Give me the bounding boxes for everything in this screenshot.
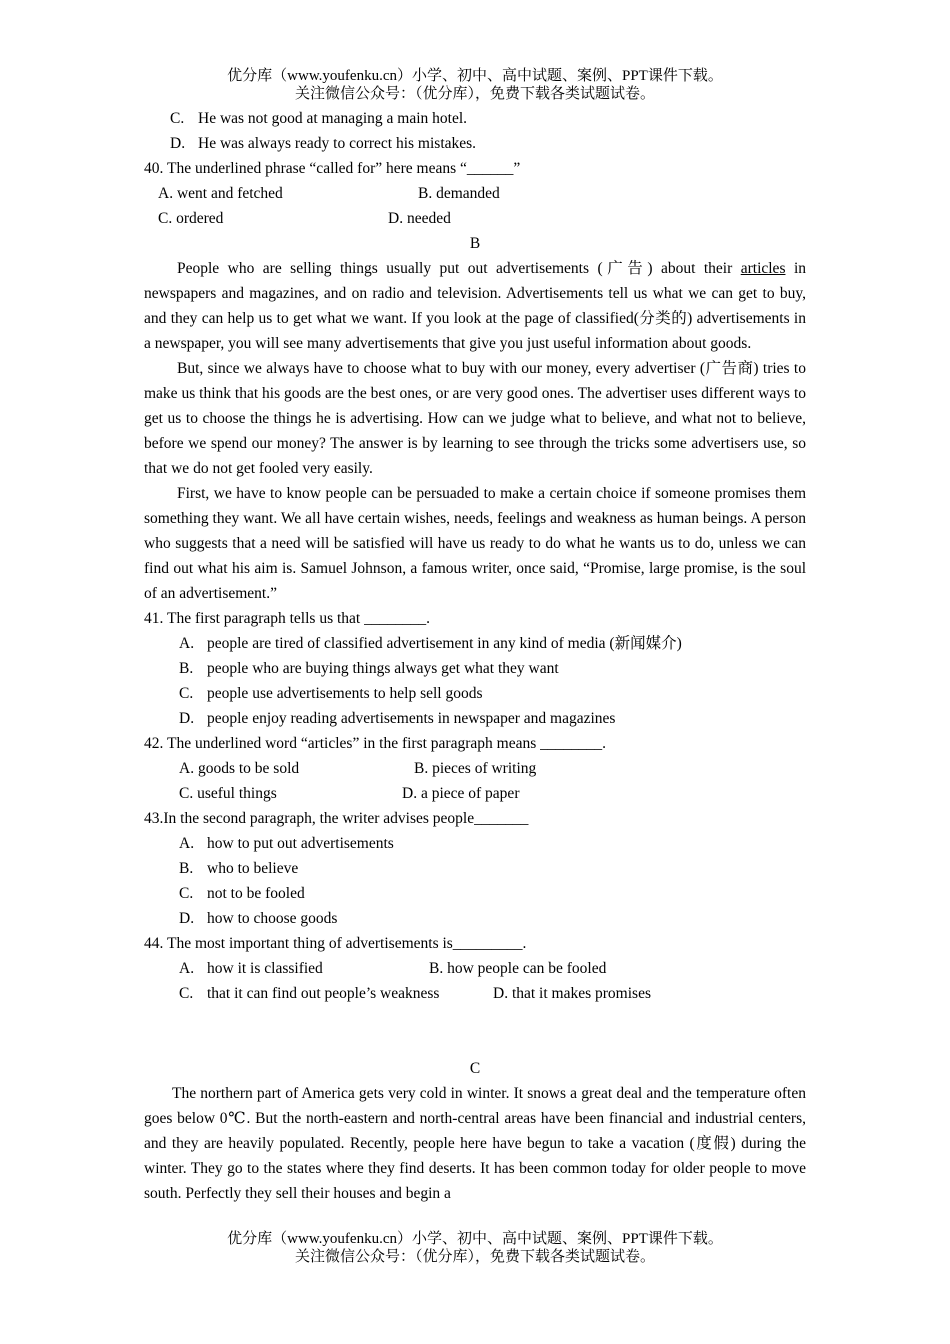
section-b-paragraph-1: People who are selling things usually put out advertisements (广告) about their articles in newspapers and magazines, and on radio and television. Advertisements tell us what we can get to buy, and they can help us to get what we want. If you look at the page of classified(分类的) advertisements in a newspaper, you will see many advertisements that give you just useful information about goods. bbox=[144, 260, 806, 352]
footer-line-2: 关注微信公众号：（优分库），免费下载各类试题试卷。 bbox=[294, 1249, 655, 1265]
question-42-stem: 42. The underlined word “articles” in the first paragraph means ________. bbox=[144, 735, 606, 752]
option-43c: C. not to be fooled bbox=[179, 885, 305, 902]
section-b-paragraph-3: First, we have to know people can be persuaded to make a certain choice if someone promises them something they want. We all have certain wishes, needs, feelings and weakness as human beings. A person who suggests that a need will be satisfied will have us ready to do what he wants us to do, unless we can find out what his aim is. Samuel Johnson, a famous writer, once said, “Promise, large promise, is the soul of an advertisement.” bbox=[144, 485, 806, 602]
page-header bbox=[0, 67, 950, 103]
question-43-stem: 43.In the second paragraph, the writer advises people_______ bbox=[144, 810, 529, 827]
question-42-options-ab: A. goods to be sold B. pieces of writing bbox=[179, 760, 537, 777]
option-43a: A. how to put out advertisements bbox=[179, 835, 394, 852]
footer-line-1: 优分库（www.youfenku.cn）小学、初中、高中试题、案例、PPT课件下载。 bbox=[227, 1231, 723, 1247]
spacer bbox=[144, 1006, 806, 1056]
option-41a: A. people are tired of classified advertisement in any kind of media (新闻媒介) bbox=[179, 635, 682, 652]
section-b-passage bbox=[144, 256, 806, 606]
question-40-options-ab: A. went and fetched B. demanded bbox=[158, 185, 500, 202]
section-b-paragraph-2: But, since we always have to choose what to buy with our money, every advertiser (广告商) tries to make us think that his goods are the best ones, or are very good ones. The advertiser uses different ways to get us to choose the things he is advertising. How can we judge what to believe, and what not to believe, before we spend our money? The answer is by learning to see through the tricks some advertisers use, so that we do not get fooled very easily. bbox=[144, 360, 806, 477]
question-40-options-cd: C. ordered D. needed bbox=[158, 210, 451, 227]
question-40-stem: 40. The underlined phrase “called for” here means “______” bbox=[144, 160, 521, 177]
option-39c: C. He was not good at managing a main hotel. bbox=[170, 110, 468, 127]
question-44-stem: 44. The most important thing of advertisements is_________. bbox=[144, 935, 527, 952]
header-line-1: 优分库（www.youfenku.cn）小学、初中、高中试题、案例、PPT课件下载。 bbox=[227, 68, 723, 84]
option-43b: B. who to believe bbox=[179, 860, 299, 877]
question-42-options-cd: C. useful things D. a piece of paper bbox=[179, 785, 520, 802]
question-41-stem: 41. The first paragraph tells us that ________. bbox=[144, 610, 430, 627]
header-line-2: 关注微信公众号：（优分库），免费下载各类试题试卷。 bbox=[294, 86, 655, 102]
option-39d: D. He was always ready to correct his mistakes. bbox=[170, 135, 477, 152]
section-c-paragraph-1: The northern part of America gets very cold in winter. It snows a great deal and the temperature often goes below 0℃. But the north-eastern and north-central areas have been financial and industrial centers, and they are heavily populated. Recently, people here have begun to take a vacation (度假) during the winter. They go to the states where they find deserts. It has been common today for older people to move south. Perfectly they sell their houses and begin a bbox=[144, 1085, 806, 1202]
section-b-title: B bbox=[469, 235, 481, 252]
question-44-options-cd: C. that it can find out people’s weakness D. that it makes promises bbox=[179, 985, 651, 1002]
section-c-title: C bbox=[469, 1060, 481, 1077]
option-43d: D. how to choose goods bbox=[179, 910, 338, 927]
option-41c: C. people use advertisements to help sell goods bbox=[179, 685, 483, 702]
option-41b: B. people who are buying things always get what they want bbox=[179, 660, 559, 677]
underlined-word-articles: articles bbox=[740, 260, 786, 277]
question-44-options-ab: A. how it is classified B. how people can be fooled bbox=[179, 960, 607, 977]
exam-content bbox=[144, 106, 806, 1206]
option-41d: D. people enjoy reading advertisements in newspaper and magazines bbox=[179, 710, 616, 727]
page-footer bbox=[0, 1230, 950, 1266]
